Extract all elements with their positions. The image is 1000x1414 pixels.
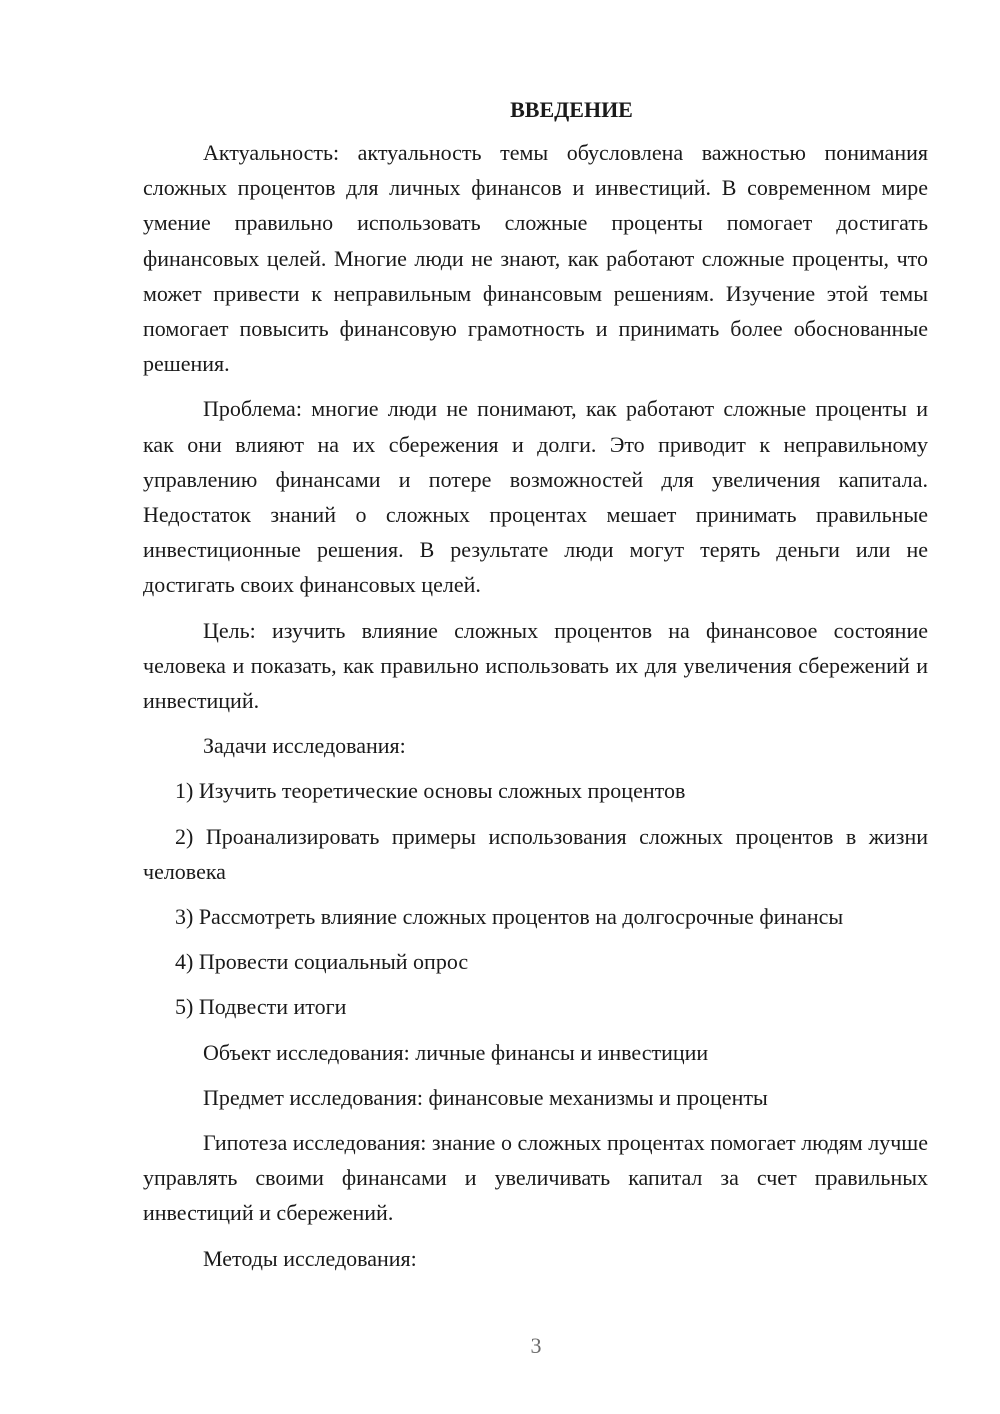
paragraph-methods: Методы исследования: [203,1245,417,1271]
paragraph-relevance: Актуальность: актуальность темы обусловлена важностью понимания сложных процентов для личных финансов и инвестиций. В современном мире умение правильно использовать сложные проценты помогает достигать финансовых целей. Многие люди не знают, как работают сложные проценты, что может привести к неправильным финансовым решениям. Изучение этой темы помогает повысить финансовую грамотность и принимать более обоснованные решения. [143,140,928,377]
task-item-1: 1) Изучить теоретические основы сложных процентов [175,778,686,804]
task-item-5: 5) Подвести итоги [175,994,347,1020]
section-heading: ВВЕДЕНИЕ [510,97,633,122]
task-item-3: 3) Рассмотреть влияние сложных процентов на долгосрочные финансы [175,904,844,930]
task-item-2: 2) Проанализировать примеры использования сложных процентов в жизни человека [143,823,928,884]
page-number: 3 [530,1333,542,1358]
paragraph-hypothesis: Гипотеза исследования: знание о сложных процентах помогает людям лучше управлять своими финансами и увеличивать капитал за счет правильных инвестиций и сбережений. [143,1130,928,1226]
paragraph-object: Объект исследования: личные финансы и инвестиции [203,1039,709,1065]
paragraph-subject: Предмет исследования: финансовые механизмы и проценты [203,1084,768,1110]
paragraph-problem: Проблема: многие люди не понимают, как работают сложные проценты и как они влияют на их сбережения и долги. Это приводит к неправильному управлению финансами и потере возможностей для увеличения капитала. Недостаток знаний о сложных процентах мешает принимать правильные инвестиционные решения. В результате люди могут терять деньги или не достигать своих финансовых целей. [143,396,928,598]
document-page [143,95,928,1286]
paragraph-tasks-heading: Задачи исследования: [203,733,406,759]
paragraph-goal: Цель: изучить влияние сложных процентов на финансовое состояние человека и показать, как правильно использовать их для увеличения сбережений и инвестиций. [143,617,928,714]
task-item-4: 4) Провести социальный опрос [175,949,469,975]
